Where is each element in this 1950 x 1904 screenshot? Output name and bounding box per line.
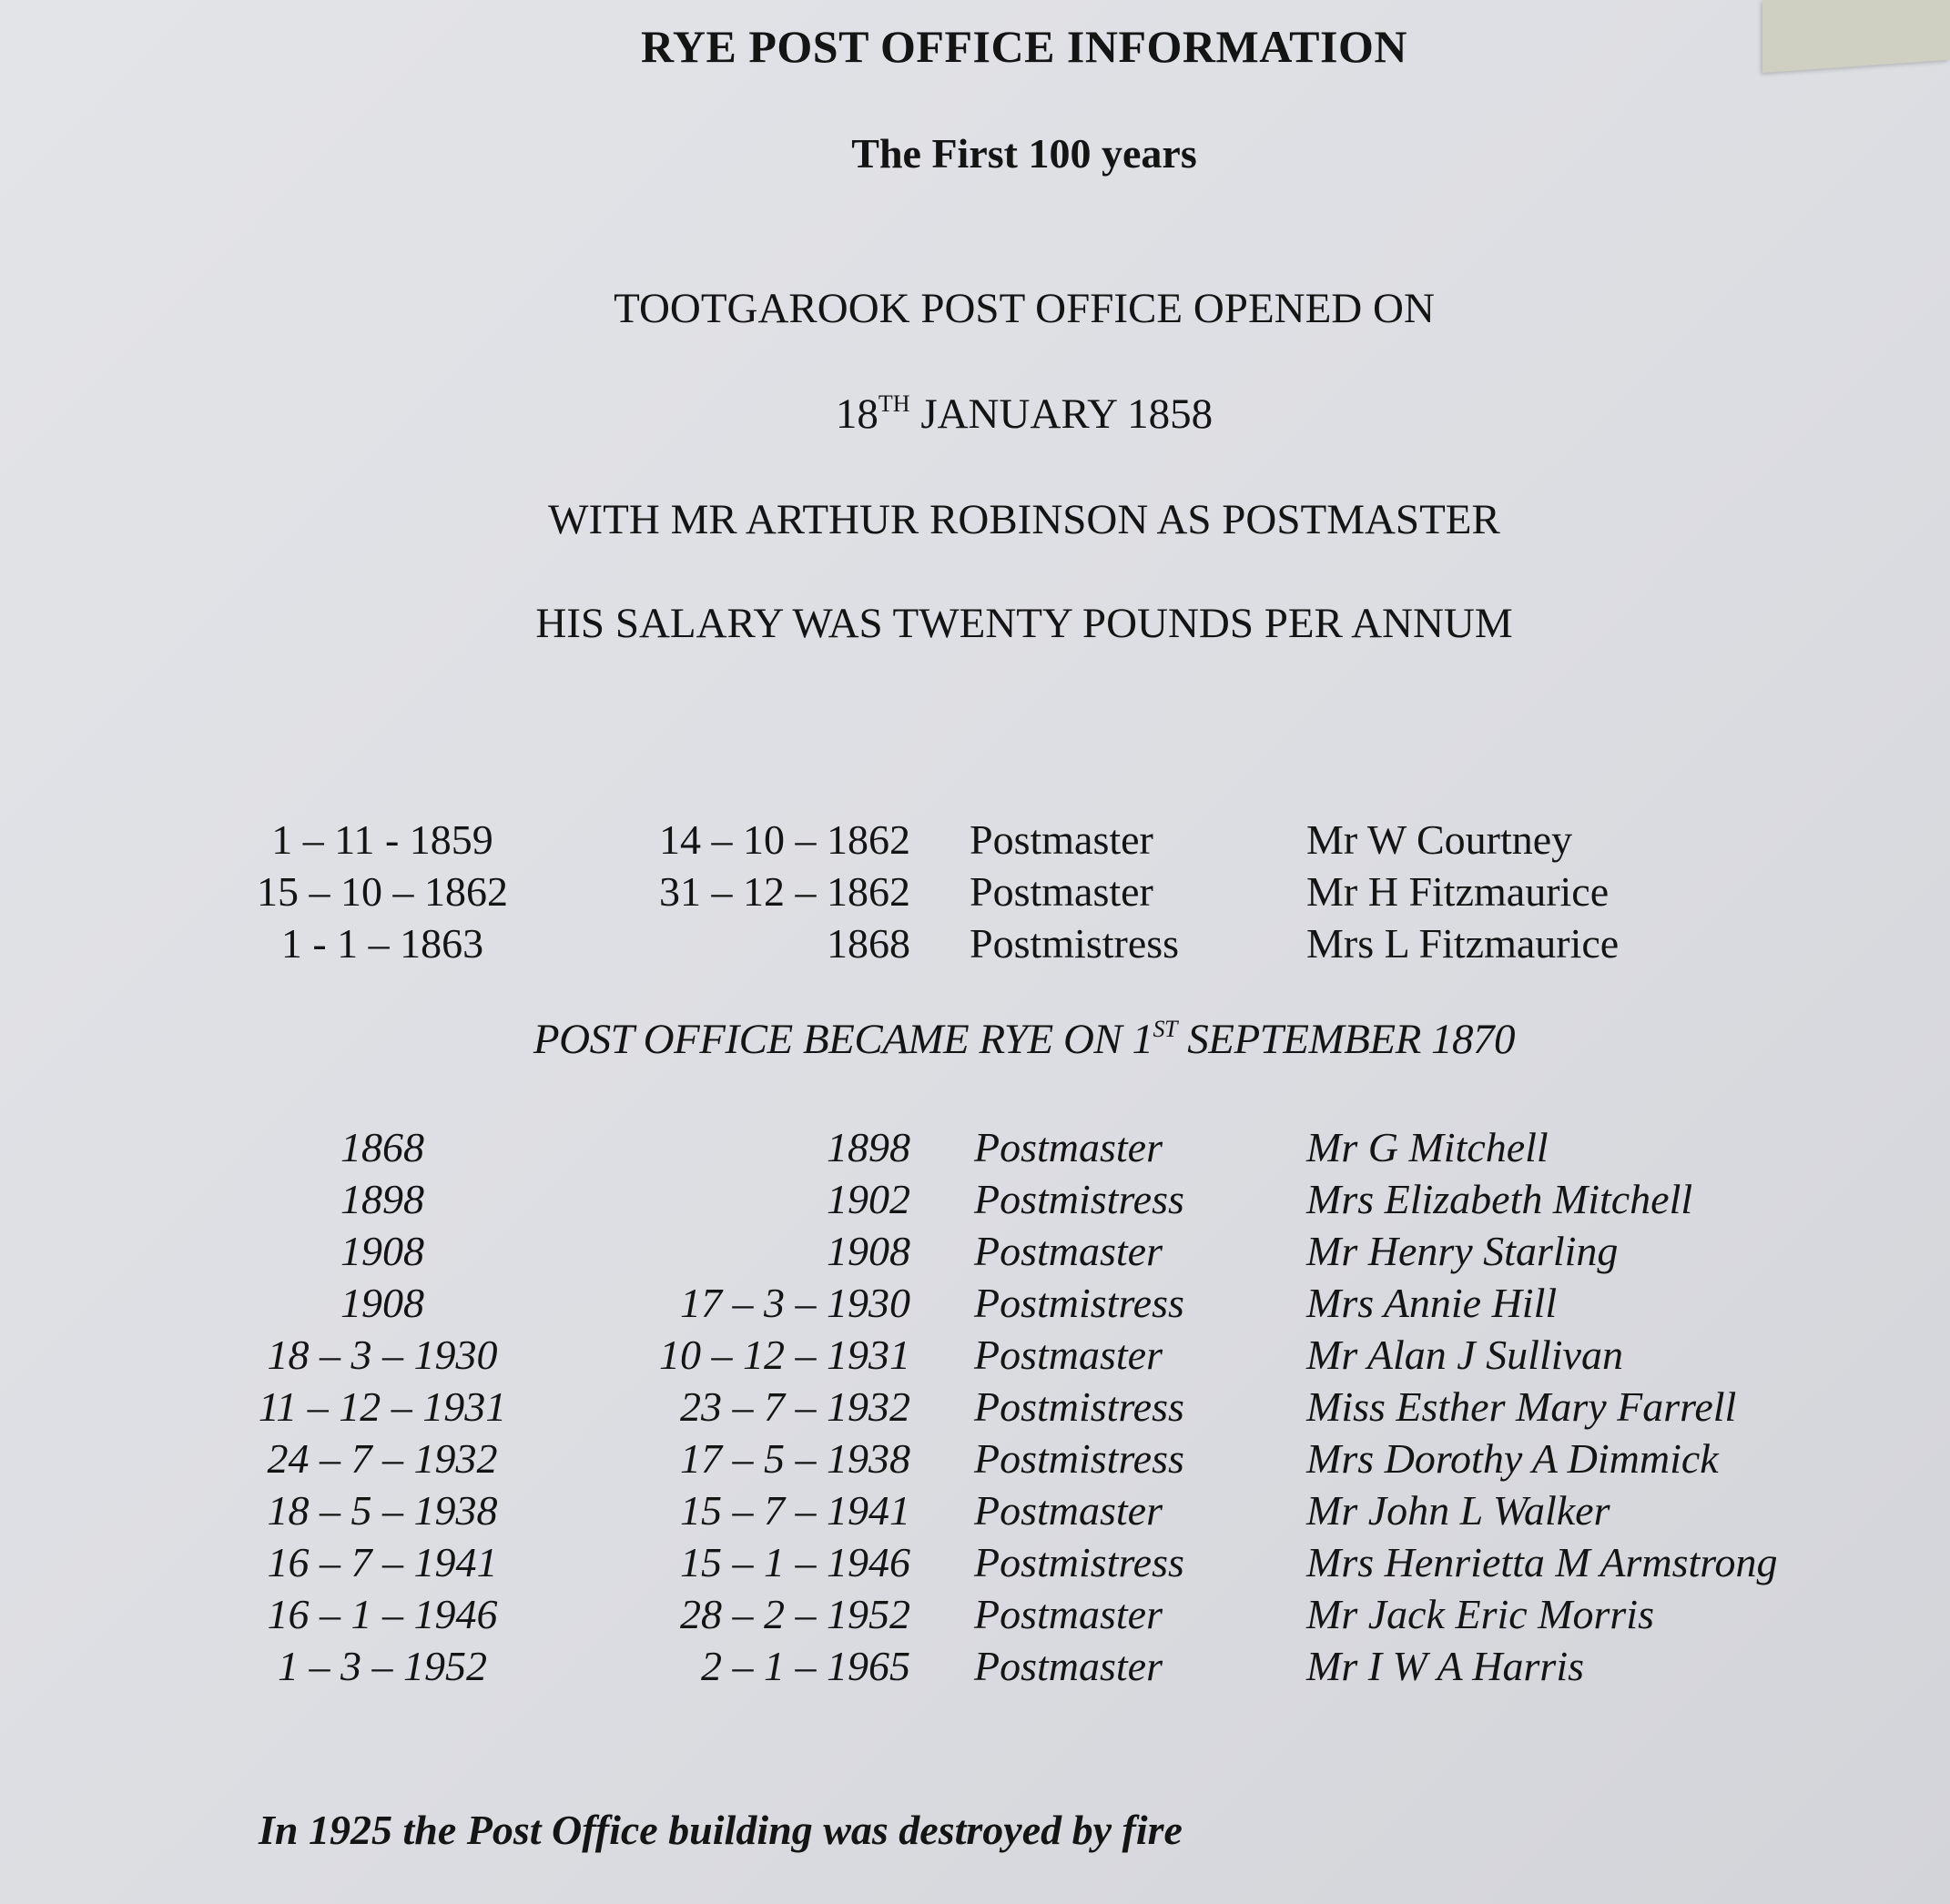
end-date-cell: 1898 [827,1124,910,1170]
role-cell: Postmistress [970,920,1180,967]
end-date-cell: 2 – 1 – 1965 [701,1643,910,1689]
end-date-cell: 10 – 12 – 1931 [659,1332,910,1378]
intro-line-salary: HIS SALARY WAS TWENTY POUNDS PER ANNUM [535,600,1513,647]
table-row [0,1279,1950,1330]
rename-ordinal: ST [1153,1016,1177,1042]
start-date-cell: 24 – 7 – 1932 [267,1435,498,1482]
end-date-cell: 17 – 5 – 1938 [680,1435,910,1482]
start-date-cell: 11 – 12 – 1931 [258,1383,507,1430]
page-subtitle: The First 100 years [851,130,1197,177]
role-cell: Postmistress [974,1435,1184,1482]
table-row [0,1538,1950,1589]
end-date-cell: 15 – 7 – 1941 [680,1487,910,1534]
name-cell: Mr H Fitzmaurice [1306,868,1610,915]
name-cell: Mr John L Walker [1306,1487,1610,1534]
end-date-cell: 28 – 2 – 1952 [680,1591,910,1637]
table-row [0,1590,1950,1641]
start-date-cell: 1 - 1 – 1863 [280,920,484,967]
role-cell: Postmaster [974,1591,1163,1637]
start-date-cell: 15 – 10 – 1862 [257,868,508,915]
rename-text-pre: POST OFFICE BECAME RYE ON 1 [533,1016,1153,1063]
end-date-cell: 23 – 7 – 1932 [680,1383,910,1430]
table-row [0,1227,1950,1278]
table-row [0,815,1950,866]
table-row [0,1486,1950,1537]
end-date-cell: 14 – 10 – 1862 [659,816,910,863]
table-row [0,867,1950,918]
start-date-cell: 1868 [340,1124,424,1170]
table-row [0,1331,1950,1382]
ordinal-suffix: TH [878,390,910,417]
rename-notice [0,1015,1950,1064]
role-cell: Postmistress [974,1280,1184,1326]
table-row [0,1642,1950,1693]
table-row [0,1434,1950,1485]
start-date-cell: 1 – 11 - 1859 [271,816,493,863]
table-row [0,919,1950,970]
end-date-cell: 1908 [827,1228,910,1274]
intro-line-date [0,390,1950,439]
name-cell: Mrs Henrietta M Armstrong [1306,1539,1778,1585]
intro-line-opened: TOOTGAROOK POST OFFICE OPENED ON [614,285,1435,332]
end-date-cell: 17 – 3 – 1930 [680,1280,910,1326]
rename-text-post: SEPTEMBER 1870 [1177,1016,1516,1063]
end-date-cell: 31 – 12 – 1862 [659,868,910,915]
end-date-cell: 15 – 1 – 1946 [680,1539,910,1585]
opening-month-year: JANUARY 1858 [909,390,1214,438]
name-cell: Mr Henry Starling [1306,1228,1619,1274]
table-row [0,1123,1950,1174]
name-cell: Miss Esther Mary Farrell [1306,1383,1737,1430]
role-cell: Postmaster [974,1124,1163,1170]
name-cell: Mrs Elizabeth Mitchell [1306,1176,1693,1222]
role-cell: Postmistress [974,1383,1184,1430]
role-cell: Postmistress [974,1539,1184,1585]
name-cell: Mr G Mitchell [1306,1124,1549,1170]
name-cell: Mrs L Fitzmaurice [1306,920,1620,967]
start-date-cell: 16 – 1 – 1946 [267,1591,498,1637]
name-cell: Mr W Courtney [1306,816,1573,863]
footer-note: In 1925 the Post Office building was destroyed by fire [259,1807,1183,1853]
role-cell: Postmaster [970,816,1153,863]
intro-line-postmaster: WITH MR ARTHUR ROBINSON AS POSTMASTER [548,496,1500,543]
role-cell: Postmaster [974,1332,1163,1378]
start-date-cell: 1908 [340,1228,424,1274]
start-date-cell: 1898 [340,1176,424,1222]
start-date-cell: 18 – 3 – 1930 [267,1332,498,1378]
name-cell: Mr Jack Eric Morris [1306,1591,1654,1637]
role-cell: Postmaster [974,1643,1163,1689]
table-row [0,1175,1950,1226]
page-title: RYE POST OFFICE INFORMATION [641,21,1407,72]
table-row [0,1382,1950,1433]
role-cell: Postmaster [974,1487,1163,1534]
end-date-cell: 1868 [827,920,910,967]
name-cell: Mrs Dorothy A Dimmick [1306,1435,1719,1482]
name-cell: Mrs Annie Hill [1306,1280,1558,1326]
start-date-cell: 18 – 5 – 1938 [267,1487,498,1534]
start-date-cell: 1 – 3 – 1952 [278,1643,487,1689]
start-date-cell: 16 – 7 – 1941 [267,1539,498,1585]
start-date-cell: 1908 [340,1280,424,1326]
name-cell: Mr I W A Harris [1306,1643,1584,1689]
end-date-cell: 1902 [827,1176,910,1222]
role-cell: Postmistress [974,1176,1184,1222]
name-cell: Mr Alan J Sullivan [1306,1332,1623,1378]
role-cell: Postmaster [970,868,1153,915]
opening-day: 18 [835,390,879,438]
role-cell: Postmaster [974,1228,1163,1274]
